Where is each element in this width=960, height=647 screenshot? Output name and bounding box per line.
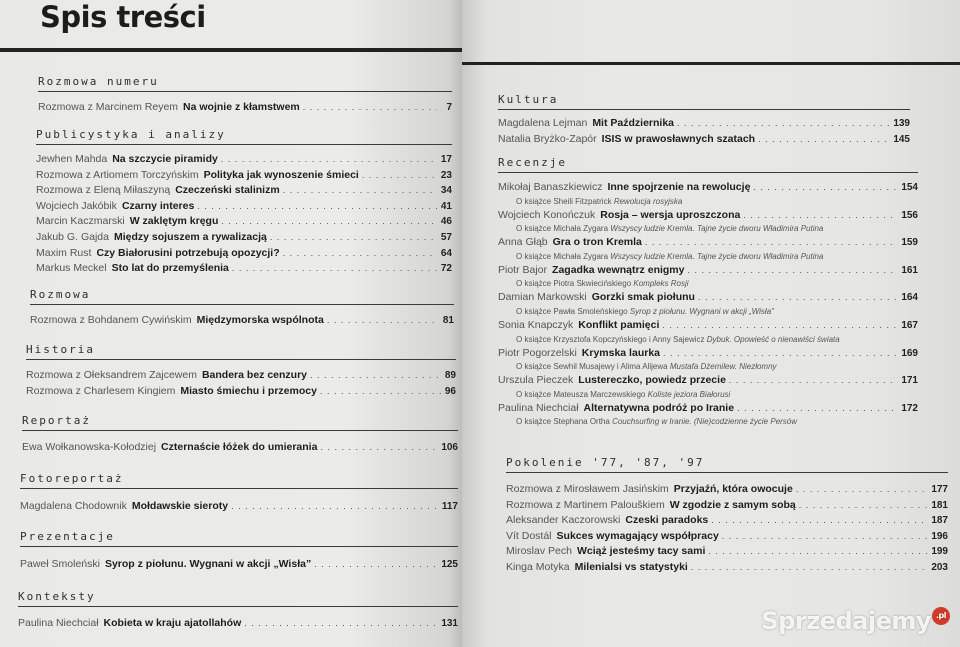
watermark-badge: .pl	[932, 607, 950, 625]
entry-title: Czy Białorusini potrzebują opozycji?	[96, 246, 280, 259]
section-historia	[26, 343, 456, 399]
toc-entry[interactable]	[20, 557, 458, 573]
toc-entry[interactable]	[36, 214, 452, 230]
review-book-author: O książce Krzysztofa Kopczyńskiego i Anny Sajewicz	[516, 334, 705, 344]
title-rule	[0, 48, 462, 52]
review-subtitle	[498, 196, 918, 208]
entry-author: Magdalena Chodownik	[20, 500, 127, 512]
toc-entry[interactable]	[498, 116, 910, 132]
entry-author: Paulina Niechciał	[498, 401, 579, 414]
leader-dots	[758, 132, 890, 148]
leader-dots	[796, 482, 928, 498]
toc-entry[interactable]	[506, 513, 948, 529]
entry-page: 131	[441, 618, 458, 629]
toc-entry[interactable]	[18, 616, 458, 632]
leader-dots	[663, 346, 898, 362]
toc-entry[interactable]	[506, 544, 948, 560]
section-heading: Rozmowa	[30, 288, 454, 305]
entry-page: 72	[440, 263, 452, 275]
leader-dots	[221, 152, 437, 168]
review-subtitle	[498, 278, 918, 290]
leader-dots	[283, 246, 437, 262]
review-book-title: Mustafa Dżemilew. Niezłomny	[669, 362, 777, 372]
entry-author: Rozmowa z Mirosławem Jasińskim	[506, 483, 669, 495]
entry-page: 156	[901, 209, 918, 221]
leader-dots	[698, 290, 898, 306]
entry-title: Rosja – wersja uproszczona	[600, 208, 741, 221]
leader-dots	[310, 368, 441, 384]
leader-dots	[314, 557, 438, 573]
leader-dots	[737, 401, 898, 417]
leader-dots	[320, 384, 441, 400]
entry-title: Czternaście łóżek do umierania	[161, 441, 318, 453]
review-subtitle	[498, 223, 918, 235]
section-recenzje	[498, 156, 918, 428]
leader-dots	[677, 116, 890, 132]
entry-author: Jakub G. Gajda	[36, 230, 109, 243]
leader-dots	[197, 199, 437, 215]
watermark-logo	[761, 607, 950, 635]
entry-title: W zgodzie z samym sobą	[669, 498, 796, 511]
entry-title: W zaklętym kręgu	[129, 215, 219, 228]
entry-page: 187	[931, 515, 948, 527]
toc-entry[interactable]	[506, 498, 948, 514]
entry-author: Rozmowa z Eleną Miłaszyną	[36, 184, 171, 197]
section-rozmowa	[30, 288, 454, 329]
left-page	[0, 0, 462, 647]
review-subtitle	[498, 251, 918, 263]
leader-dots	[729, 373, 898, 389]
toc-entry[interactable]	[20, 499, 458, 515]
entry-author: Natalia Bryżko-Zapór	[498, 132, 597, 145]
toc-entry[interactable]	[498, 290, 918, 306]
leader-dots	[327, 313, 439, 329]
entry-page: 177	[931, 484, 948, 495]
entry-page: 167	[901, 319, 918, 331]
entry-author: Rozmowa z Marcinem Reyem	[38, 101, 179, 113]
page-title: Spis treści	[40, 0, 206, 34]
toc-entry[interactable]	[36, 152, 452, 168]
entry-author: Rozmowa z Charlesem Kingiem	[26, 384, 176, 397]
entry-page: 169	[901, 347, 918, 359]
section-heading: Historia	[26, 343, 456, 360]
toc-entry[interactable]	[26, 368, 456, 384]
review-book-author: O książce Stephana Ortha	[516, 417, 610, 427]
leader-dots	[743, 208, 898, 224]
entry-page: 203	[931, 561, 948, 573]
leader-dots	[231, 499, 439, 515]
leader-dots	[799, 498, 929, 514]
entry-author: Paweł Smoleński	[20, 558, 100, 570]
leader-dots	[688, 263, 899, 279]
section-heading: Konteksty	[18, 590, 458, 607]
section-heading: Recenzje	[498, 156, 918, 173]
entry-page: 172	[901, 402, 918, 414]
entry-title: Mołdawskie sieroty	[131, 500, 229, 512]
entry-title: ISIS w prawosławnych szatach	[601, 132, 756, 145]
review-book-author: O książce Michała Zygara	[516, 224, 609, 234]
entry-title: Czeski paradoks	[625, 514, 709, 527]
toc-entry[interactable]	[498, 208, 918, 224]
review-book-title: Dybuk. Opowieść o nienawiści świata	[706, 334, 840, 344]
section-heading: Fotoreportaż	[20, 472, 458, 489]
review-book-title: Couchsurfing w Iranie. (Nie)codzienne życie Persów	[612, 417, 798, 427]
entry-author: Sonia Knapczyk	[498, 318, 574, 331]
section-fotoreportaz	[20, 472, 458, 515]
entry-page: 139	[893, 118, 910, 129]
leader-dots	[232, 261, 437, 277]
entry-author: Vít Dostál	[506, 529, 552, 542]
review-subtitle	[498, 334, 918, 346]
review-book-title: Wszyscy ludzie Kremla. Tajne życie dworu Władimira Putina	[610, 224, 824, 234]
entry-page: 96	[444, 385, 456, 397]
review-subtitle	[498, 389, 918, 401]
entry-page: 125	[441, 559, 458, 570]
leader-dots	[662, 318, 898, 334]
section-reportaz	[22, 414, 458, 456]
watermark-text: Sprzedajemy	[761, 607, 931, 635]
entry-title: Polityka jak wynoszenie śmieci	[203, 168, 359, 181]
entry-author: Ewa Wołkanowska-Kołodziej	[22, 441, 157, 453]
review-book-author: O książce Piotra Skwiecińskiego	[516, 279, 632, 289]
entry-title: Gorzki smak piołunu	[591, 291, 695, 304]
section-heading: Rozmowa numeru	[38, 75, 452, 92]
entry-author: Maxim Rust	[36, 246, 92, 259]
entry-title: Na wojnie z kłamstwem	[183, 101, 300, 113]
toc-entry[interactable]	[36, 199, 452, 215]
leader-dots	[320, 440, 438, 456]
entry-title: Inne spojrzenie na rewolucję	[607, 181, 751, 193]
section-publicystyka	[36, 128, 452, 277]
entry-title: Bandera bez cenzury	[201, 369, 308, 381]
entry-title: Mit Października	[592, 117, 675, 129]
toc-entry[interactable]	[36, 183, 452, 199]
entry-title: Sukces wymagający współpracy	[556, 529, 719, 542]
review-book-title: Kompleks Rosji	[633, 279, 689, 289]
entry-page: 164	[901, 292, 918, 304]
toc-entry[interactable]	[38, 100, 452, 116]
entry-page: 64	[440, 247, 452, 259]
section-heading: Pokolenie '77, '87, '97	[506, 456, 948, 473]
review-book-author: O książce Sewhil Musajewy i Alima Alijewa	[516, 362, 668, 372]
entry-title: Syrop z piołunu. Wygnani w akcji „Wisła”	[104, 558, 312, 570]
leader-dots	[303, 100, 437, 116]
entry-page: 199	[931, 546, 948, 558]
toc-entry[interactable]	[498, 180, 918, 196]
entry-page: 7	[446, 102, 452, 113]
entry-author: Wojciech Konończuk	[498, 208, 596, 221]
entry-author: Piotr Bajor	[498, 263, 548, 276]
entry-page: 159	[901, 237, 918, 249]
toc-entry[interactable]	[36, 261, 452, 277]
toc-entry[interactable]	[506, 482, 948, 498]
entry-title: Kobieta w kraju ajatollahów	[103, 617, 242, 629]
right-page	[462, 0, 960, 647]
entry-page: 181	[931, 499, 948, 511]
entry-author: Paulina Niechciał	[18, 617, 99, 629]
section-pokolenie	[506, 456, 948, 576]
entry-title: Czeczeński stalinizm	[175, 184, 280, 197]
entry-title: Gra o tron Kremla	[552, 236, 642, 249]
toc-entry[interactable]	[498, 132, 910, 148]
entry-page: 171	[901, 375, 918, 387]
entry-title: Przyjaźń, która owocuje	[673, 483, 793, 495]
section-heading: Kultura	[498, 93, 910, 110]
entry-page: 89	[444, 370, 456, 381]
entry-page: 154	[901, 182, 918, 193]
toc-entry[interactable]	[498, 346, 918, 362]
entry-title: Alternatywna podróż po Iranie	[583, 401, 735, 414]
section-prezentacje	[20, 530, 458, 573]
entry-title: Na szczycie piramidy	[112, 153, 218, 165]
entry-page: 145	[893, 133, 910, 145]
entry-author: Markus Meckel	[36, 262, 107, 275]
review-book-title: Syrop z piołunu. Wygnani w akcji „Wisła”	[629, 306, 774, 316]
entry-author: Miroslav Pech	[506, 545, 572, 558]
review-book-author: O książce Michała Zygara	[516, 251, 609, 261]
toc-entry[interactable]	[30, 313, 454, 329]
toc-entry[interactable]	[498, 318, 918, 334]
entry-author: Damian Markowski	[498, 291, 587, 304]
leader-dots	[711, 513, 928, 529]
toc-entry[interactable]	[498, 401, 918, 417]
section-konteksty	[18, 590, 458, 632]
entry-page: 81	[442, 315, 454, 326]
toc-entry[interactable]	[36, 230, 452, 246]
entry-page: 196	[931, 530, 948, 542]
leader-dots	[722, 529, 929, 545]
entry-title: Milenialsi vs statystyki	[574, 560, 688, 573]
entry-author: Marcin Kaczmarski	[36, 215, 125, 228]
toc-entry[interactable]	[498, 263, 918, 279]
entry-author: Anna Głąb	[498, 236, 548, 249]
toc-entry[interactable]	[26, 384, 456, 400]
section-heading: Reportaż	[22, 414, 458, 431]
leader-dots	[691, 560, 928, 576]
leader-dots	[270, 230, 437, 246]
review-book-author: O książce Pawła Smoleńskiego	[516, 306, 628, 316]
section-heading: Publicystyka i analizy	[36, 128, 452, 145]
review-book-title: Rewolucja rosyjska	[613, 196, 683, 206]
entry-page: 17	[440, 154, 452, 165]
leader-dots	[283, 183, 437, 199]
leader-dots	[221, 214, 437, 230]
entry-title: Lustereczko, powiedz przecie	[578, 374, 726, 387]
entry-author: Rozmowa z Martinem Palouškiem	[506, 498, 665, 511]
entry-page: 41	[440, 200, 452, 212]
entry-page: 161	[901, 264, 918, 276]
entry-author: Magdalena Lejman	[498, 117, 588, 129]
leader-dots	[708, 544, 928, 560]
entry-page: 34	[440, 185, 452, 197]
entry-title: Wciąż jesteśmy tacy sami	[576, 545, 706, 558]
review-book-title: Wszyscy ludzie Kremla. Tajne życie dworu Władimira Putina	[610, 251, 824, 261]
leader-dots	[362, 168, 437, 184]
leader-dots	[244, 616, 438, 632]
section-rozmowa-numeru	[38, 75, 452, 116]
review-subtitle	[498, 361, 918, 373]
review-subtitle	[498, 416, 918, 428]
entry-title: Sto lat do przemyślenia	[111, 262, 229, 275]
entry-page: 117	[441, 501, 458, 512]
entry-author: Urszula Pieczek	[498, 374, 574, 387]
entry-author: Wojciech Jakóbik	[36, 199, 117, 212]
review-subtitle	[498, 306, 918, 318]
leader-dots	[645, 235, 898, 251]
entry-author: Rozmowa z Artiomem Torczyńskim	[36, 168, 199, 181]
entry-author: Rozmowa z Ołeksandrem Zajcewem	[26, 369, 197, 381]
toc-entry[interactable]	[506, 560, 948, 576]
entry-author: Jewhen Mahda	[36, 153, 108, 165]
section-heading: Prezentacje	[20, 530, 458, 547]
entry-title: Miasto śmiechu i przemocy	[180, 384, 317, 397]
toc-entry[interactable]	[506, 529, 948, 545]
toc-entry[interactable]	[22, 440, 458, 456]
entry-title: Międzymorska wspólnota	[196, 314, 324, 326]
entry-author: Mikołaj Banaszkiewicz	[498, 181, 603, 193]
entry-author: Rozmowa z Bohdanem Cywińskim	[30, 314, 192, 326]
toc-entry[interactable]	[36, 168, 452, 184]
toc-entry[interactable]	[36, 246, 452, 262]
entry-title: Konflikt pamięci	[578, 318, 660, 331]
entry-page: 23	[440, 169, 452, 181]
section-kultura	[498, 93, 910, 147]
top-rule	[462, 62, 960, 65]
entry-title: Między sojuszem a rywalizacją	[113, 230, 267, 243]
entry-author: Kinga Motyka	[506, 560, 570, 573]
entry-page: 57	[440, 231, 452, 243]
entry-title: Krymska laurka	[581, 346, 660, 359]
entry-title: Czarny interes	[121, 199, 195, 212]
toc-entry[interactable]	[498, 373, 918, 389]
entry-author: Piotr Pogorzelski	[498, 346, 577, 359]
review-book-author: O książce Sheili Fitzpatrick	[516, 196, 612, 206]
entry-page: 106	[441, 442, 458, 453]
review-book-author: O książce Mateusza Marczewskiego	[516, 389, 646, 399]
toc-entry[interactable]	[498, 235, 918, 251]
review-book-title: Koliste jeziora Białorusi	[647, 389, 731, 399]
entry-title: Zagadka wewnątrz enigmy	[552, 263, 685, 276]
entry-author: Aleksander Kaczorowski	[506, 514, 621, 527]
entry-page: 46	[440, 216, 452, 228]
leader-dots	[753, 180, 898, 196]
